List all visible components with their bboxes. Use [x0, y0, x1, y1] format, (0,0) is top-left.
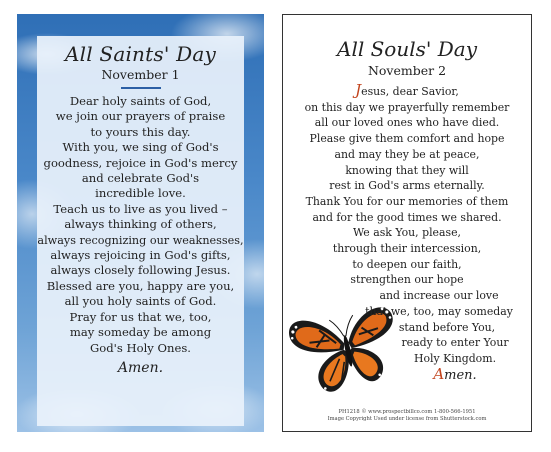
prayer-line: through their intercession, — [332, 242, 482, 256]
prayer-line: Pray for us that we, too, — [69, 309, 212, 324]
all-souls-amen — [331, 364, 551, 384]
footer-copyright: PH1218 © www.prospectbillco.com 1-800-566-1951 — [338, 409, 476, 415]
drop-cap-letter: J — [355, 81, 362, 99]
prayer-line: always rejoicing in God's gifts, — [50, 248, 231, 263]
all-saints-text-panel — [37, 36, 244, 426]
prayer-line: and for the good times we shared. — [312, 210, 502, 224]
card-footer — [283, 409, 531, 423]
prayer-line-text: esus, dear Savior, — [361, 85, 459, 98]
all-souls-title: All Souls' Day — [337, 37, 477, 61]
prayer-line: all you holy saints of God. — [64, 294, 217, 309]
prayer-line: rest in God's arms eternally. — [329, 179, 485, 193]
prayer-line: Please give them comfort and hope — [309, 132, 505, 146]
title-divider — [121, 87, 161, 89]
prayer-line: goodness, rejoice in God's mercy — [43, 155, 238, 170]
prayer-line: may someday be among — [69, 325, 212, 340]
prayer-line: stand before You, — [398, 320, 496, 334]
prayer-line: to yours this day. — [90, 124, 191, 139]
prayer-line: Thank You for our memories of them — [305, 194, 509, 208]
prayer-line: ready to enter Your — [401, 336, 509, 350]
prayer-line: to deepen our faith, — [352, 257, 462, 271]
prayer-line: and celebrate God's — [81, 171, 200, 186]
footer-license: Image Copyright Used under license from Shutterstock.com — [327, 416, 487, 422]
all-saints-card — [17, 14, 264, 432]
prayer-line: Blessed are you, happy are you, — [46, 278, 235, 293]
prayer-line: We ask You, please, — [353, 226, 461, 240]
prayer-line: Teach us to live as you lived – — [53, 201, 228, 216]
amen-text: men. — [444, 367, 477, 383]
prayer-line: always closely following Jesus. — [50, 263, 231, 278]
prayer-line: and increase our love — [379, 289, 499, 303]
all-saints-date: November 1 — [101, 67, 180, 82]
all-souls-date: November 2 — [367, 63, 447, 78]
prayer-line: that we, too, may someday — [365, 304, 513, 318]
all-souls-prayer — [283, 83, 531, 383]
prayer-line — [283, 83, 531, 100]
prayer-line: on this day we prayerfully remember — [304, 100, 510, 114]
prayer-line: strengthen our hope — [350, 273, 464, 287]
prayer-line: Holy Kingdom. — [413, 351, 497, 365]
prayer-line: always thinking of others, — [64, 217, 217, 232]
prayer-line: always recognizing our weaknesses, — [37, 233, 244, 247]
all-souls-card — [282, 14, 532, 432]
all-saints-prayer — [37, 94, 244, 356]
prayer-line: incredible love. — [95, 186, 186, 201]
prayer-line: and may they be at peace, — [334, 147, 480, 161]
prayer-line: knowing that they will — [345, 163, 469, 177]
prayer-line: Dear holy saints of God, — [69, 94, 212, 108]
all-saints-amen: Amen. — [117, 359, 164, 376]
prayer-line: all our loved ones who have died. — [314, 116, 500, 130]
prayer-line: With you, we sing of God's — [62, 140, 219, 155]
prayer-line: we join our prayers of praise — [55, 109, 226, 124]
amen-initial: A — [433, 364, 445, 383]
all-saints-title: All Saints' Day — [65, 42, 216, 66]
prayer-line: God's Holy Ones. — [90, 340, 191, 355]
